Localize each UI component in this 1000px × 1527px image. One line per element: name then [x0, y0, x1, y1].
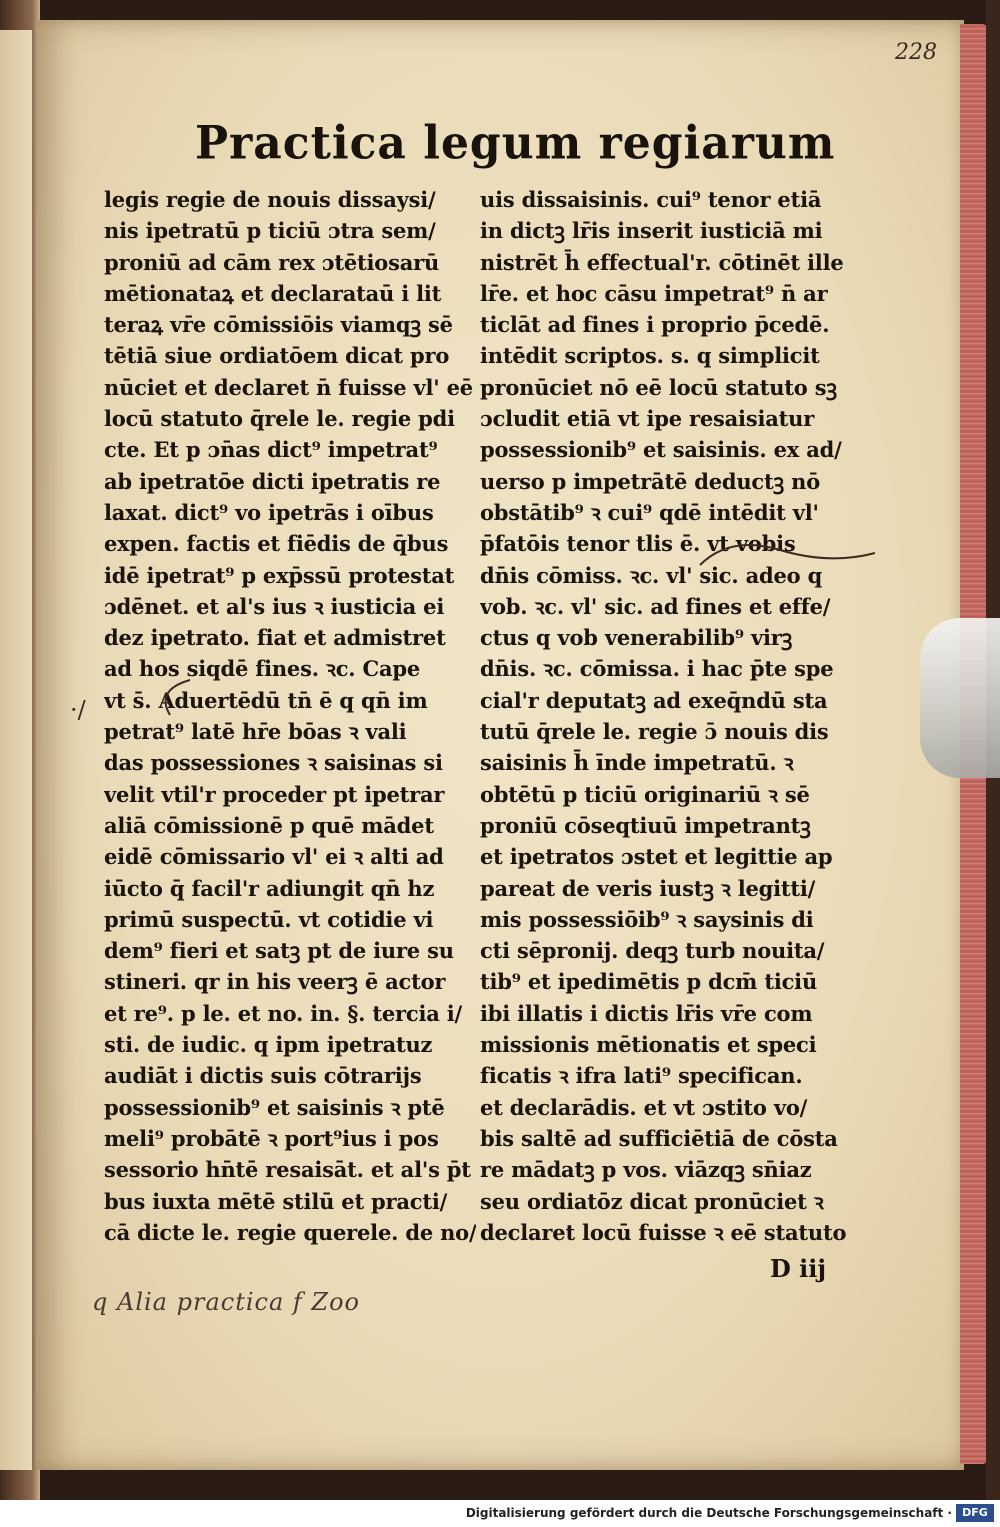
text-line: cial'r deputatꝫ ad exeq̄ndū sta [480, 687, 828, 713]
text-line: possessionib⁹ et saisinis ꝛ ptē [104, 1094, 445, 1120]
text-line: declaret locū fuisse ꝛ eē statuto [480, 1219, 847, 1245]
margin-mark: ·/ [70, 696, 86, 724]
text-line: dn̄is. ꝛc. cōmissa. i hac p̄te spe [480, 656, 834, 682]
text-line: cti sēpronij. deqꝫ turb nouita/ [480, 938, 825, 964]
text-line: bis saltē ad sufficiētiā de cōsta [480, 1125, 838, 1151]
text-line: laxat. dict⁹ vo ipetrās i oībus [104, 499, 434, 525]
signature-mark: D iij [770, 1254, 827, 1283]
text-line: aliā cōmissionē p quē mādet [104, 812, 434, 838]
text-line: iūcto q̄ facil'r adiungit qn̄ hz [104, 875, 435, 901]
dfg-logo: DFG [956, 1504, 994, 1522]
text-line: velit vtil'r proceder pt ipetrar [104, 781, 445, 807]
text-line: dem⁹ fieri et satꝫ pt de iure su [104, 938, 454, 964]
text-line: primū suspectū. vt cotidie vi [104, 906, 434, 932]
running-title: Practica legum regiarum [195, 116, 836, 171]
annotation-curve [690, 535, 880, 575]
left-page-strip [0, 30, 32, 1470]
text-line: uis dissaisinis. cui⁹ tenor etiā [480, 187, 822, 212]
text-line: locū statuto q̄rele le. regie pdi [104, 406, 455, 432]
text-line: mis possessiōib⁹ ꝛ saysinis di [480, 906, 814, 932]
text-line: obstātib⁹ ꝛ cui⁹ qdē intēdit vl' [480, 499, 819, 525]
folio-number: 228 [895, 40, 937, 65]
text-line: idē ipetrat⁹ p exp̄ssū protestat [104, 562, 455, 588]
text-line: proniū ad cām rex ɔtētiosarū [104, 249, 440, 275]
text-line: lr̄e. et hoc cāsu impetrat⁹ n̄ ar [480, 280, 828, 306]
text-line: meli⁹ probātē ꝛ port⁹ius i pos [104, 1125, 439, 1151]
text-line: saisinis h̄ īnde impetratū. ꝛ [480, 750, 794, 776]
text-line: nistrēt h̄ effectual'r. cōtinēt ille [480, 249, 844, 275]
text-line: uerso p impetrātē deductꝫ nō [480, 468, 821, 494]
text-line: dez ipetrato. fiat et admistret [104, 625, 446, 651]
text-line: petrat⁹ latē hr̄e bōas ꝛ vali [104, 719, 407, 745]
text-line: expen. factis et fiēdis de q̄bus [104, 531, 449, 557]
text-line: obtētū p ticiū originariū ꝛ sē [480, 781, 810, 807]
text-line: tētiā siue ordiatōem dicat pro [104, 343, 450, 369]
footer-credit: Digitalisierung gefördert durch die Deutsche Forschungsgemeinschaft · [465, 1506, 952, 1520]
text-line: possessionib⁹ et saisinis. ex ad/ [480, 437, 842, 463]
text-line: et re⁹. p le. et no. in. §. tercia i/ [104, 1000, 462, 1026]
text-line: pronūciet nō eē locū statuto sꝫ [480, 374, 837, 400]
text-line: tib⁹ et ipedimētis p dcm̄ ticiū [480, 969, 818, 995]
text-line: sessorio hn̄tē resaisāt. et al's p̄t [104, 1157, 471, 1183]
text-line: ibi illatis i dictis lr̄is vr̄e com [480, 1000, 813, 1026]
text-line: teraꝝ vr̄e cōmissiōis viamqꝫ sē [104, 312, 453, 338]
text-line: nis ipetratū p ticiū ɔtra sem/ [104, 218, 436, 244]
text-line: ticlāt ad fines i proprio p̄cedē. [480, 312, 830, 338]
text-line: das possessiones ꝛ saisinas si [104, 750, 443, 776]
text-line: stineri. qr in his veerꝫ ē actor [104, 969, 446, 995]
text-line: ɔcludit etiā vt ipe resaisiatur [480, 406, 815, 432]
text-line: missionis mētionatis et speci [480, 1032, 817, 1058]
text-line: cte. Et p ɔn̄as dict⁹ impetrat⁹ [104, 437, 438, 463]
text-line: nūciet et declaret n̄ fuisse vl' eē [104, 374, 473, 400]
annotation-bracket [150, 670, 210, 730]
text-line: mētionataꝝ et declarataū i lit [104, 280, 442, 306]
text-line: seu ordiatōz dicat pronūciet ꝛ [480, 1188, 824, 1214]
text-line: ctus q vob venerabilib⁹ virꝫ [480, 625, 793, 651]
text-line: pareat de veris iustꝫ ꝛ legitti/ [480, 875, 816, 901]
text-line: ab ipetratōe dicti ipetratis re [104, 468, 441, 494]
text-line: tutū q̄rele le. regie ɔ̄ nouis dis [480, 719, 829, 745]
text-line: dn̄is cōmiss. ꝛc. vl' sic. adeo q [480, 562, 823, 588]
text-line: ficatis ꝛ ifra lati⁹ specifican. [480, 1063, 803, 1089]
text-line: et ipetratos ɔstet et legittie ap [480, 844, 833, 870]
text-line: in dictꝫ lr̄is inserit iusticiā mi [480, 218, 823, 244]
text-line: intēdit scriptos. s. q simplicit [480, 343, 820, 369]
text-line: et declarādis. et vt ɔstito vo/ [480, 1094, 808, 1120]
text-line: ad hos siqdē fines. ꝛc. Cape [104, 656, 421, 682]
text-line: cā dicte le. regie querele. de no/ [104, 1219, 476, 1245]
text-line: vob. ꝛc. vl' sic. ad fines et effe/ [480, 593, 831, 619]
handwritten-note: q Alia practica f Zoo [92, 1288, 360, 1316]
text-line: bus iuxta mētē stilū et practi/ [104, 1188, 448, 1214]
text-line: ɔdēnet. et al's ius ꝛ iusticia ei [104, 593, 445, 619]
text-line: re mādatꝫ p vos. viāzqꝫ sn̄iaz [480, 1157, 812, 1183]
page-clip [920, 618, 1000, 778]
right-text-column [480, 184, 858, 1248]
text-line: legis regie de nouis dissaysi/ [104, 187, 436, 212]
text-line: sti. de iudic. q ipm ipetratuz [104, 1032, 433, 1058]
text-line: proniū cōseqtiuū impetrantꝫ [480, 812, 811, 838]
text-line: eidē cōmissario vl' ei ꝛ alti ad [104, 844, 444, 870]
text-line: p̄fatōis tenor tlis ē. vt vobis [480, 531, 796, 557]
footer-bar [0, 1500, 1000, 1527]
text-line: audiāt i dictis suis cōtrarijs [104, 1063, 422, 1089]
text-line: vt s̄. Aduertēdū tn̄ ē q qn̄ im [104, 687, 428, 713]
